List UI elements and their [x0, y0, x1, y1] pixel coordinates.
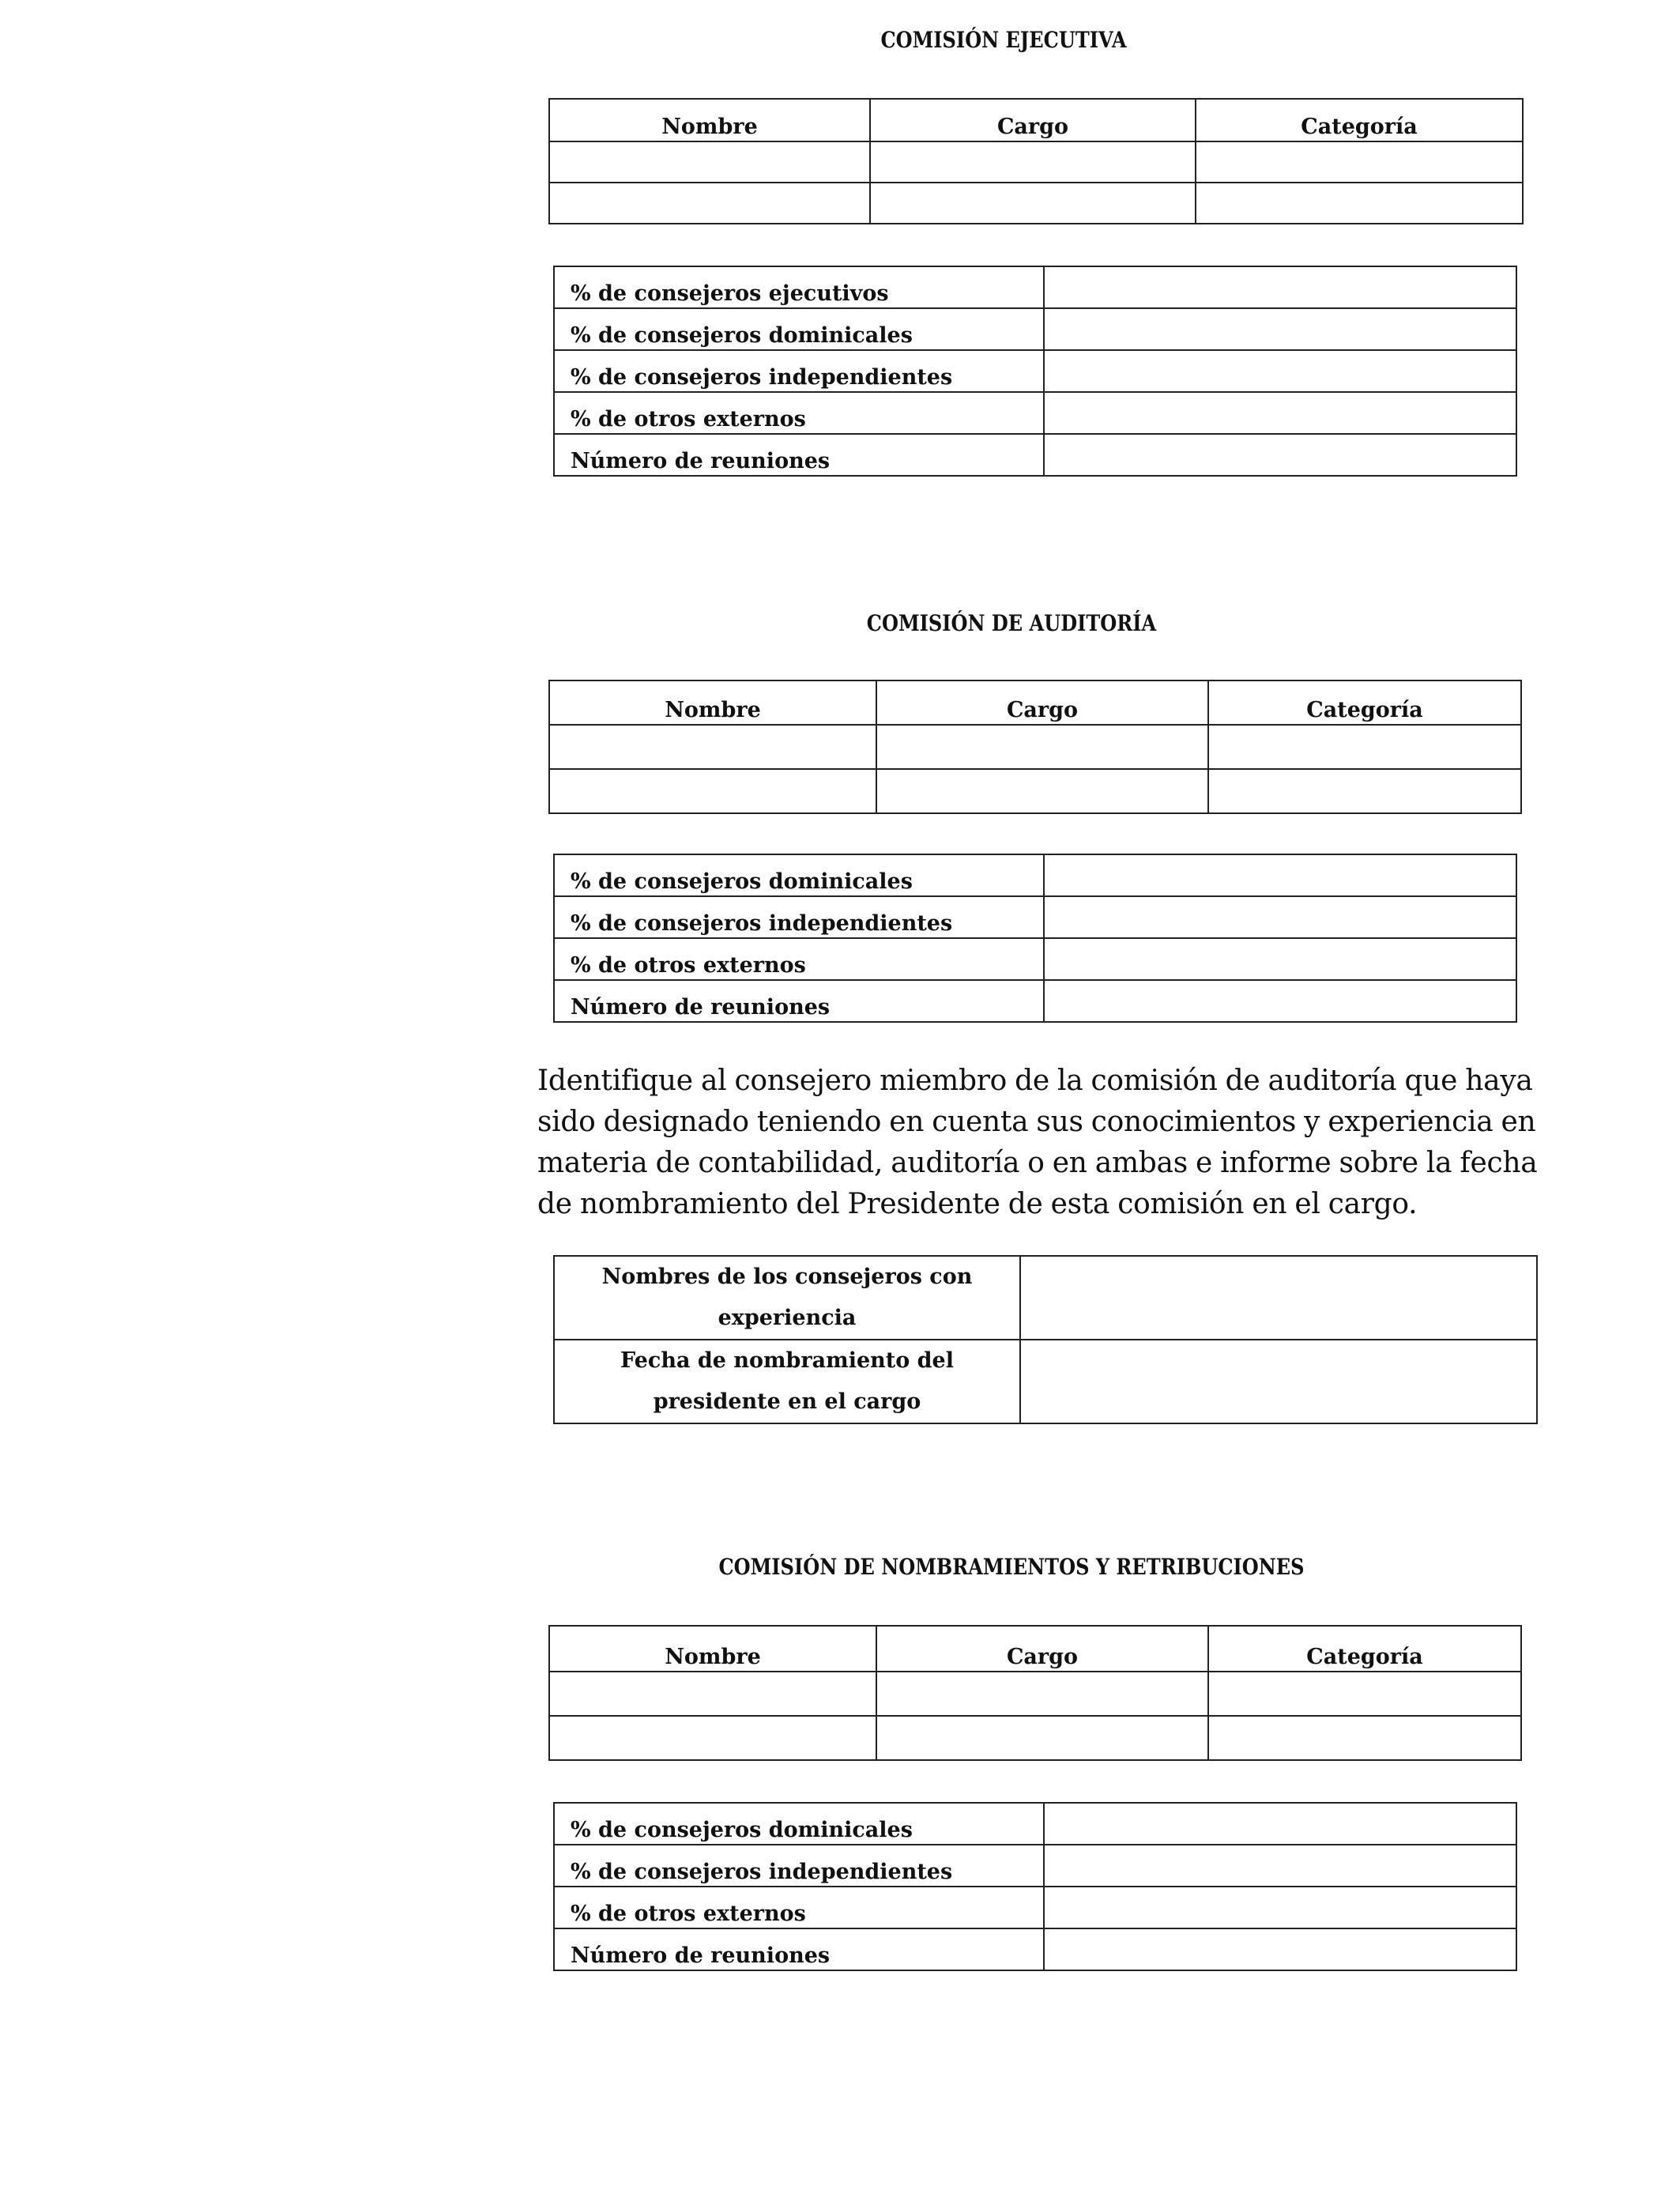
nombre-cell[interactable] — [549, 1716, 876, 1760]
categoria-cell[interactable] — [1196, 141, 1523, 183]
table-row — [554, 896, 1516, 938]
nombre-cell[interactable] — [549, 1672, 876, 1716]
nombre-cell[interactable] — [549, 769, 876, 813]
table-row — [554, 1845, 1516, 1887]
table-header-row — [549, 680, 1521, 725]
stat-label: % de consejeros independientes — [554, 1845, 1044, 1887]
table-row — [554, 434, 1516, 476]
table-row — [554, 1887, 1516, 1928]
table-row — [549, 183, 1523, 224]
experts-names-label: Nombres de los consejeros con experiencia — [554, 1256, 1020, 1340]
stat-label: % de consejeros dominicales — [554, 308, 1044, 350]
stat-value-cell[interactable] — [1044, 1845, 1516, 1887]
stat-label: % de otros externos — [554, 392, 1044, 434]
experts-names-value-cell[interactable] — [1020, 1256, 1537, 1340]
table-row — [549, 1716, 1521, 1760]
column-header-categoria: Categoría — [1196, 99, 1523, 141]
stat-label: % de consejeros independientes — [554, 896, 1044, 938]
table-row — [554, 980, 1516, 1022]
table-row — [549, 769, 1521, 813]
executive-stats-table — [553, 266, 1517, 477]
categoria-cell[interactable] — [1208, 725, 1521, 769]
executive-members-table — [548, 98, 1524, 224]
table-row — [549, 141, 1523, 183]
audit-committee-title: COMISIÓN DE AUDITORÍA — [866, 610, 1157, 636]
cargo-cell[interactable] — [876, 1672, 1208, 1716]
audit-stats-table — [553, 854, 1517, 1023]
table-row — [549, 1672, 1521, 1716]
stat-label: % de consejeros ejecutivos — [554, 266, 1044, 308]
column-header-nombre: Nombre — [549, 99, 870, 141]
table-header-row — [549, 1626, 1521, 1672]
categoria-cell[interactable] — [1208, 769, 1521, 813]
cargo-cell[interactable] — [870, 141, 1196, 183]
stat-value-cell[interactable] — [1044, 392, 1516, 434]
stat-label: Número de reuniones — [554, 1928, 1044, 1970]
cargo-cell[interactable] — [870, 183, 1196, 224]
stat-value-cell[interactable] — [1044, 350, 1516, 392]
stat-label: % de otros externos — [554, 1887, 1044, 1928]
nombre-cell[interactable] — [549, 725, 876, 769]
stat-value-cell[interactable] — [1044, 434, 1516, 476]
stat-value-cell[interactable] — [1044, 980, 1516, 1022]
stat-value-cell[interactable] — [1044, 1887, 1516, 1928]
nominations-stats-table — [553, 1802, 1517, 1971]
stat-value-cell[interactable] — [1044, 896, 1516, 938]
stat-value-cell[interactable] — [1044, 938, 1516, 980]
cargo-cell[interactable] — [876, 1716, 1208, 1760]
cargo-cell[interactable] — [876, 725, 1208, 769]
stat-label: % de consejeros dominicales — [554, 854, 1044, 896]
stat-label: Número de reuniones — [554, 980, 1044, 1022]
categoria-cell[interactable] — [1208, 1672, 1521, 1716]
cargo-cell[interactable] — [876, 769, 1208, 813]
column-header-nombre: Nombre — [549, 1626, 876, 1672]
table-row — [554, 392, 1516, 434]
stat-value-cell[interactable] — [1044, 1928, 1516, 1970]
categoria-cell[interactable] — [1196, 183, 1523, 224]
nombre-cell[interactable] — [549, 183, 870, 224]
executive-committee-title: COMISIÓN EJECUTIVA — [880, 27, 1127, 53]
president-date-value-cell[interactable] — [1020, 1340, 1537, 1423]
column-header-categoria: Categoría — [1208, 1626, 1521, 1672]
categoria-cell[interactable] — [1208, 1716, 1521, 1760]
stat-value-cell[interactable] — [1044, 266, 1516, 308]
nominations-members-table — [548, 1625, 1522, 1761]
stat-label: % de consejeros independientes — [554, 350, 1044, 392]
audit-instruction-paragraph: Identifique al consejero miembro de la comisión de auditoría que haya sido designado teniendo en cuenta sus conocimientos y experiencia en materia de contabilidad, auditoría o en ambas e informe sobre la fecha de nombramiento del Presidente de esta comisión en el cargo. — [537, 1065, 1538, 1220]
audit-experts-table — [553, 1255, 1538, 1424]
stat-label: % de consejeros dominicales — [554, 1803, 1044, 1845]
table-row — [554, 1803, 1516, 1845]
table-header-row — [549, 99, 1523, 141]
column-header-cargo: Cargo — [876, 680, 1208, 725]
stat-label: % de otros externos — [554, 938, 1044, 980]
table-row — [554, 308, 1516, 350]
column-header-cargo: Cargo — [876, 1626, 1208, 1672]
nominations-committee-title: COMISIÓN DE NOMBRAMIENTOS Y RETRIBUCIONES — [718, 1554, 1305, 1580]
stat-value-cell[interactable] — [1044, 1803, 1516, 1845]
stat-label: Número de reuniones — [554, 434, 1044, 476]
table-row — [554, 350, 1516, 392]
stat-value-cell[interactable] — [1044, 854, 1516, 896]
table-row — [554, 854, 1516, 896]
table-row — [554, 938, 1516, 980]
table-row — [554, 1256, 1537, 1340]
table-row — [554, 1340, 1537, 1423]
table-row — [554, 266, 1516, 308]
nombre-cell[interactable] — [549, 141, 870, 183]
column-header-nombre: Nombre — [549, 680, 876, 725]
table-row — [554, 1928, 1516, 1970]
column-header-categoria: Categoría — [1208, 680, 1521, 725]
audit-members-table — [548, 680, 1522, 814]
president-date-label: Fecha de nombramiento del presidente en el cargo — [554, 1340, 1020, 1423]
table-row — [549, 725, 1521, 769]
column-header-cargo: Cargo — [870, 99, 1196, 141]
stat-value-cell[interactable] — [1044, 308, 1516, 350]
